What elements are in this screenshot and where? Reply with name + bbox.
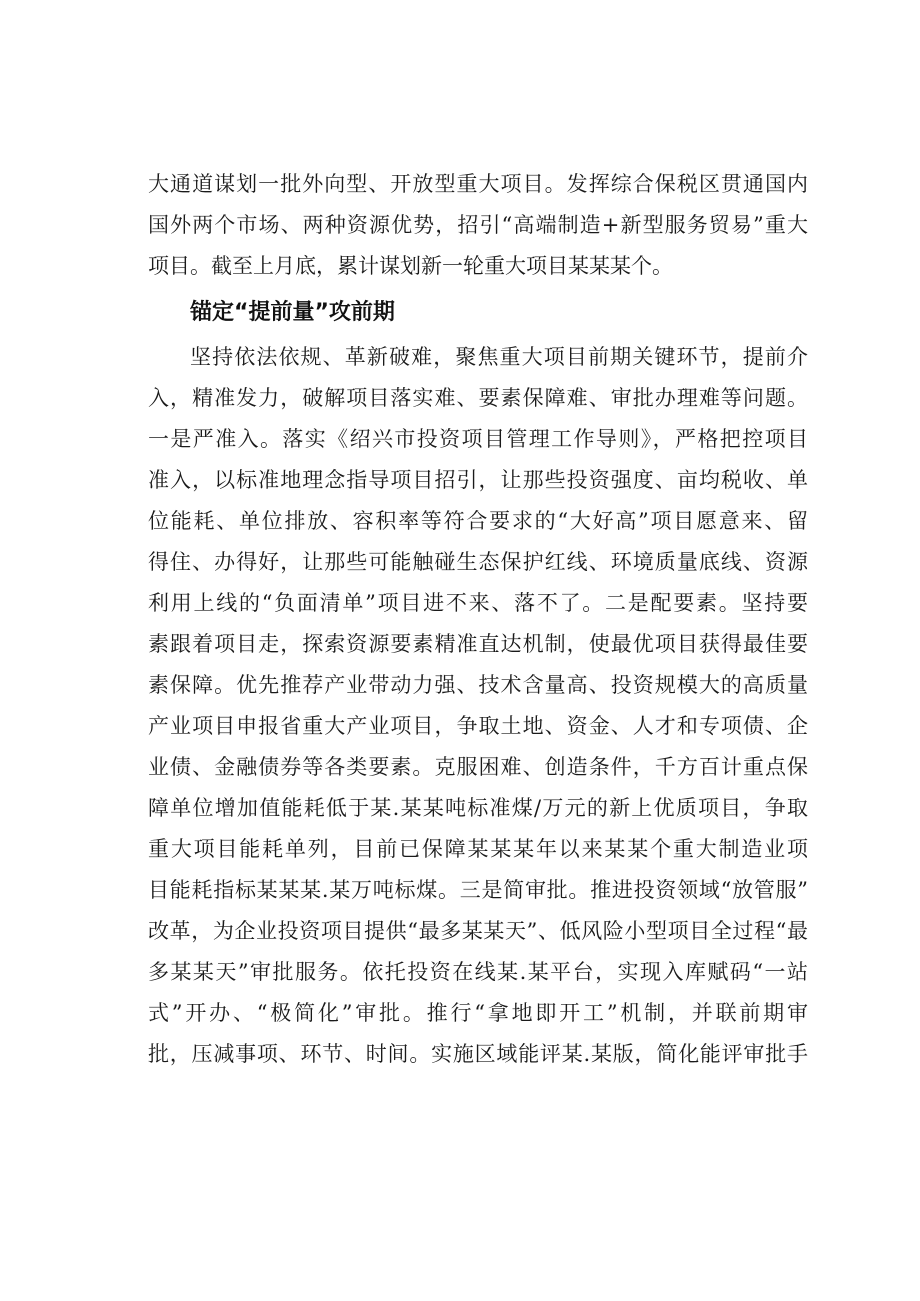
body-line-8: 素跟着项目走，探索资源要素精准直达机制，使最优项目获得最佳要: [148, 632, 808, 656]
body-line-18: 批，压减事项、环节、时间。实施区域能评某.某版，简化能评审批手: [148, 1042, 808, 1066]
body-line-15: 改革，为企业投资项目提供“最多某某天”、低风险小型项目全过程“最: [148, 919, 808, 943]
body-line-2: 入，精准发力，破解项目落实难、要素保障难、审批办理难等问题。: [148, 386, 808, 410]
body-line-13: 重大项目能耗单列，目前已保障某某某年以来某某个重大制造业项: [148, 837, 808, 861]
body-line-16: 多某某天”审批服务。依托投资在线某.某平台，实现入库赋码“一站: [148, 960, 808, 984]
intro-line-2: 国外两个市场、两种资源优势，招引“高端制造+新型服务贸易”重大: [148, 213, 808, 237]
body-line-6: 得住、办得好，让那些可能触碰生态保护红线、环境质量底线、资源: [148, 550, 808, 574]
body-line-11: 业债、金融债券等各类要素。克服困难、创造条件，千方百计重点保: [148, 755, 808, 779]
body-line-12: 障单位增加值能耗低于某.某某吨标准煤/万元的新上优质项目，争取: [148, 796, 808, 820]
intro-line-3: 项目。截至上月底，累计谋划新一轮重大项目某某某个。: [148, 254, 673, 278]
body-line-14: 目能耗指标某某某.某万吨标煤。三是简审批。推进投资领域“放管服”: [148, 878, 808, 902]
section-heading: 锚定“提前量”攻前期: [190, 300, 395, 325]
body-line-17: 式”开办、“极简化”审批。推行“拿地即开工”机制，并联前期审: [148, 1001, 808, 1025]
body-line-5: 位能耗、单位排放、容积率等符合要求的“大好高”项目愿意来、留: [148, 509, 808, 533]
body-line-10: 产业项目申报省重大产业项目，争取土地、资金、人才和专项债、企: [148, 714, 808, 738]
body-line-7: 利用上线的“负面清单”项目进不来、落不了。二是配要素。坚持要: [148, 591, 808, 615]
body-line-4: 准入，以标准地理念指导项目招引，让那些投资强度、亩均税收、单: [148, 468, 808, 492]
intro-line-1: 大通道谋划一批外向型、开放型重大项目。发挥综合保税区贯通国内: [148, 172, 808, 196]
body-line-3: 一是严准入。落实《绍兴市投资项目管理工作导则》，严格把控项目: [148, 427, 808, 451]
body-line-9: 素保障。优先推荐产业带动力强、技术含量高、投资规模大的高质量: [148, 673, 808, 697]
body-line-1: 坚持依法依规、革新破难，聚焦重大项目前期关键环节，提前介: [190, 345, 808, 369]
